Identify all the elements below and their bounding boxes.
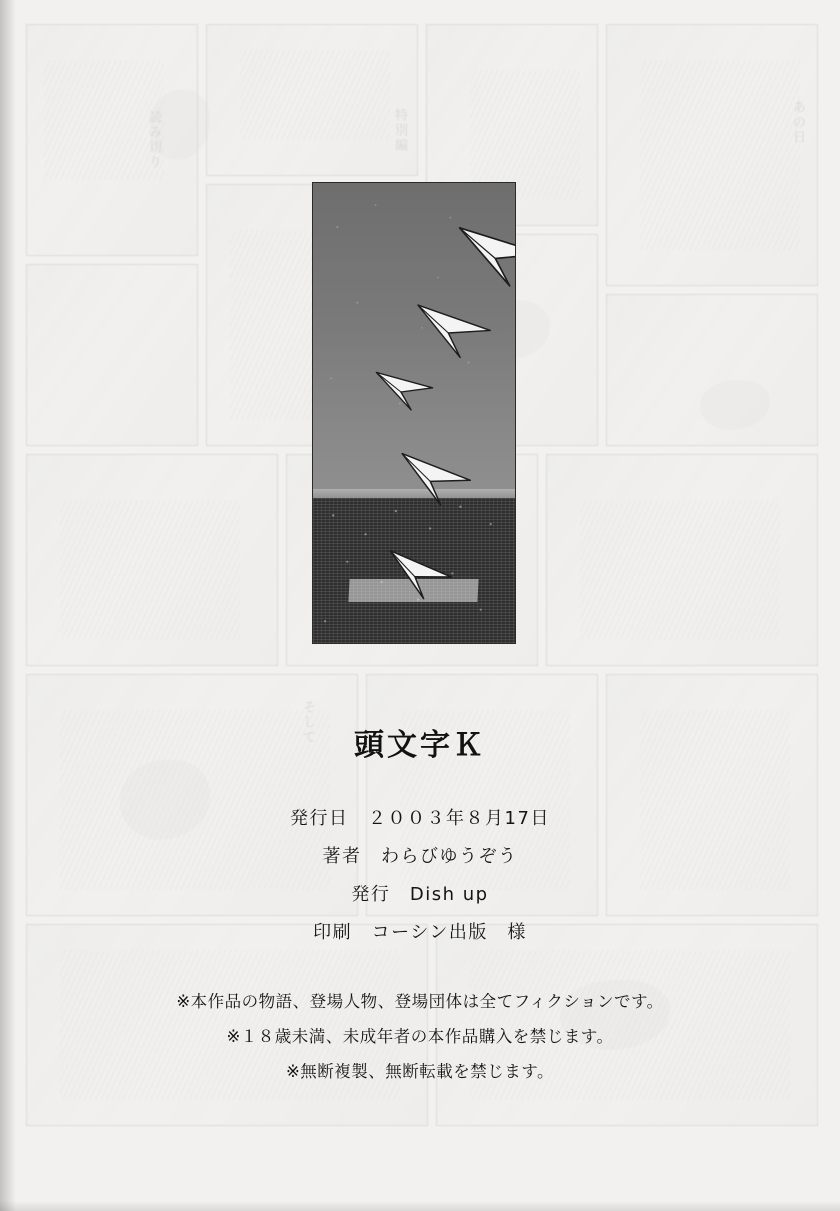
paper-plane-icon-5	[390, 549, 452, 600]
ghost-print-underlay: 読み切り 特別編 あの日 そして	[0, 0, 840, 1211]
credit-printer: 印刷 コーシン出版 様	[313, 922, 527, 943]
paper-planes-group	[313, 183, 515, 643]
notice-age-restriction: ※１８歳未満、未成年者の本作品購入を禁じます。	[226, 1027, 614, 1046]
book-spine-shadow	[0, 0, 16, 1211]
colophon-block	[0, 720, 840, 1093]
illustration-panel	[312, 182, 516, 644]
credit-publication-date: 発行日 ２００３年８月17日	[290, 808, 550, 829]
notice-fiction: ※本作品の物語、登場人物、登場団体は全てフィクションです。	[176, 992, 664, 1011]
notice-copyright: ※無断複製、無断転載を禁じます。	[285, 1062, 554, 1081]
paper-plane-icon-3	[376, 363, 435, 414]
page-bottom-shadow	[0, 1201, 840, 1211]
legal-notices	[0, 988, 840, 1082]
credit-author: 著者 わらびゆうぞう	[322, 846, 518, 867]
paper-plane-icon-1	[460, 217, 515, 292]
credit-publisher: 発行 Dish up	[351, 884, 489, 905]
paper-plane-icon-4	[402, 449, 472, 508]
paper-plane-icon-2	[418, 298, 493, 361]
page-title: 頭文字Ｋ	[354, 728, 486, 763]
